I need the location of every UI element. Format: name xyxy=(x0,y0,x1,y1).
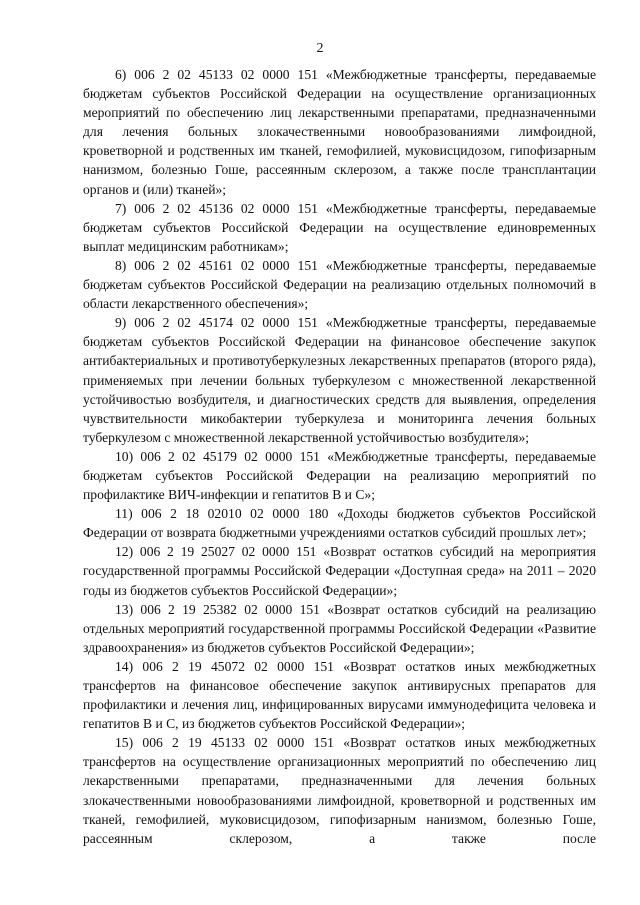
list-item-9: 9) 006 2 02 45174 02 0000 151 «Межбюджетные трансферты, передаваемые бюджетам субъектов Российской Федерации на финансовое обеспечение закупок антибактериальных и противотуберкулезных лекарственных препаратов (второго ряда), применяемых при лечении больных туберкулезом с множественной лекарственной устойчивостью возбудителя, и диагностических средств для выявления, определения чувствительности микобактерии туберкулеза и мониторинга лечения больных туберкулезом с множественной лекарственной устойчивостью возбудителя»; xyxy=(83,315,596,445)
list-item-13: 13) 006 2 19 25382 02 0000 151 «Возврат остатков субсидий на реализацию отдельных мероприятий государственной программы Российской Федерации «Развитие здравоохранения» из бюджетов субъектов Российской Федерации»; xyxy=(83,601,596,655)
list-item-14: 14) 006 2 19 45072 02 0000 151 «Возврат остатков иных межбюджетных трансфертов на финансовое обеспечение закупок антивирусных препаратов для профилактики и лечения лиц, инфицированных вирусами иммунодефицита человека и гепатитов В и С, из бюджетов субъектов Российской Федерации»; xyxy=(83,658,596,732)
list-item-7: 7) 006 2 02 45136 02 0000 151 «Межбюджетные трансферты, передаваемые бюджетам субъектов Российской Федерации на осуществление единовременных выплат медицинским работникам»; xyxy=(83,200,596,254)
list-item-12: 12) 006 2 19 25027 02 0000 151 «Возврат остатков субсидий на мероприятия государственной программы Российской Федерации «Доступная среда» на 2011 – 2020 годы из бюджетов субъектов Российской Федерации»; xyxy=(83,544,596,598)
document-body xyxy=(83,65,596,848)
page-number: 2 xyxy=(316,41,324,56)
list-item-11: 11) 006 2 18 02010 02 0000 180 «Доходы бюджетов субъектов Российской Федерации от возврата бюджетными учреждениями остатков субсидий прошлых лет»; xyxy=(83,506,596,541)
list-item-15: 15) 006 2 19 45133 02 0000 151 «Возврат остатков иных межбюджетных трансфертов на осуществление организационных мероприятий по обеспечению лиц лекарственными препаратами, предназначенными для лечения больных злокачественными новообразованиями лимфоидной, кроветворной и родственных им тканей, гемофилией, муковисцидозом, гипофизарным нанизмом, болезнью Гоше, рассеянным склерозом, а также после xyxy=(83,735,596,846)
list-item-10: 10) 006 2 02 45179 02 0000 151 «Межбюджетные трансферты, передаваемые бюджетам субъектов Российской Федерации на реализацию мероприятий по профилактике ВИЧ-инфекции и гепатитов В и С»; xyxy=(83,448,596,503)
list-item-8: 8) 006 2 02 45161 02 0000 151 «Межбюджетные трансферты, передаваемые бюджетам субъектов Российской Федерации на реализацию отдельных полномочий в области лекарственного обеспечения»; xyxy=(83,257,596,312)
list-item-6: 6) 006 2 02 45133 02 0000 151 «Межбюджетные трансферты, передаваемые бюджетам субъектов Российской Федерации на осуществление организационных мероприятий по обеспечению лиц лекарственными препаратами, предназначенными для лечения больных злокачественными новообразованиями лимфоидной, кроветворной и родственных им тканей, гемофилией, муковисцидозом, гипофизарным нанизмом, болезнью Гоше, рассеянным склерозом, а также после трансплантации органов и (или) тканей»; xyxy=(83,67,596,197)
